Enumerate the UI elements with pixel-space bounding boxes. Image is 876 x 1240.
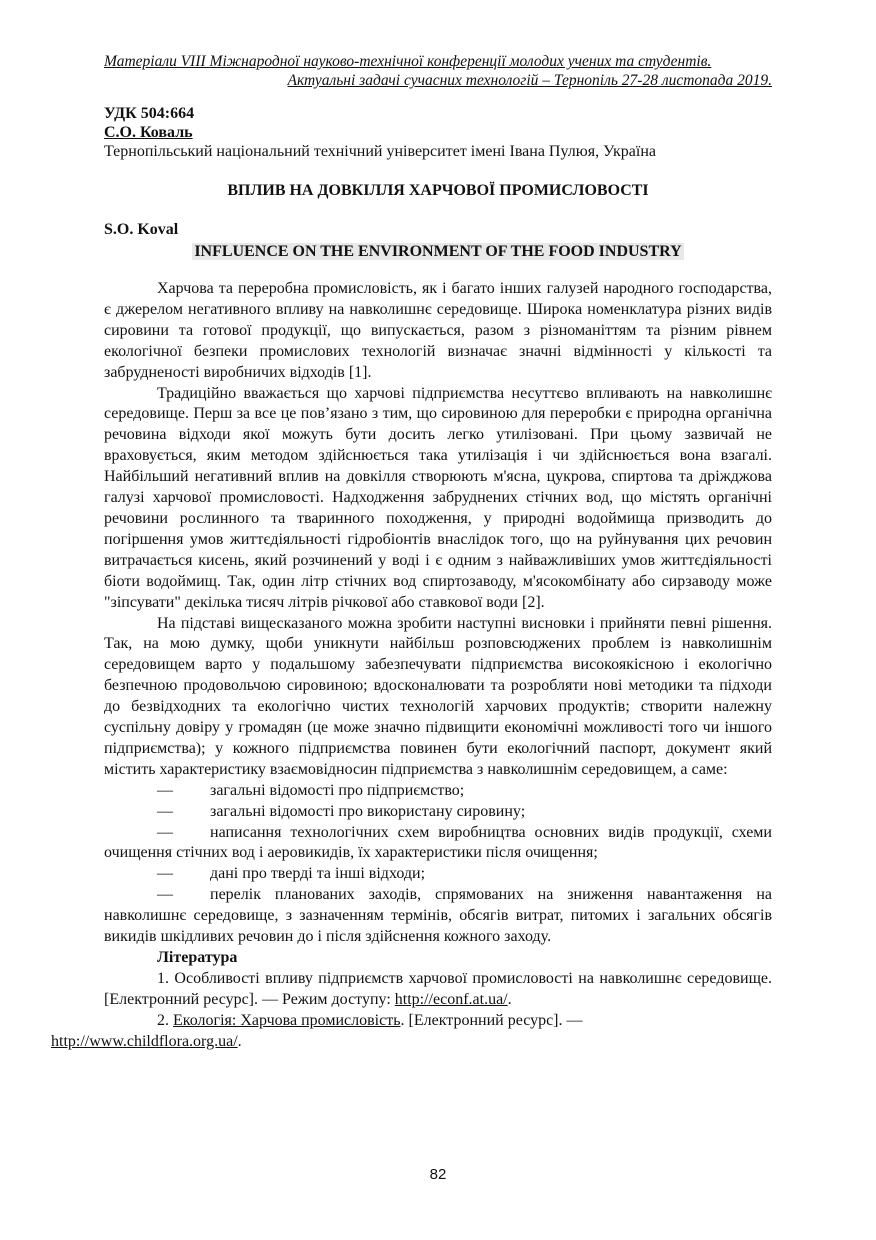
reference-1-link[interactable]: http://econf.at.ua/ — [394, 990, 508, 1008]
conference-header-line2: Актуальні задачі сучасних технологій – Тернопіль 27-28 листопада 2019. — [287, 72, 772, 89]
paper-page — [51, 52, 772, 1053]
list-item: — загальні відомості про використану сировину; — [104, 802, 772, 823]
list-item: — написання технологічних схем виробництва основних видів продукції, схеми очищення стічних вод і аеровикидів, їх характеристики після очищення; — [104, 823, 772, 862]
title-en: INFLUENCE ON THE ENVIRONMENT OF THE FOOD INDUSTRY — [194, 243, 682, 260]
page-number: 82 — [429, 1166, 447, 1183]
list-item: — дані про тверді та інші відходи; — [104, 864, 772, 885]
article-body — [51, 279, 772, 1053]
list-dash: — — [157, 823, 173, 841]
article-meta — [104, 104, 772, 161]
author-en: S.O. Koval — [104, 221, 179, 238]
list-dash: — — [157, 886, 173, 904]
reference-2: 2. Екологія: Харчова промисловість. [Електронний ресурс]. — http://www.childflora.org.ua/. — [51, 1011, 583, 1050]
author-ua: С.О. Коваль — [104, 124, 193, 141]
references-heading: Література — [157, 949, 238, 966]
reference-2-title-link[interactable]: Екологія: Харчова промисловість — [173, 1011, 401, 1029]
paragraph-3: На підставі вищесказаного можна зробити наступні висновки і прийняти певні рішення. Так, на мою думку, щоби уникнути найбільш розповсюджених проблем із навколишнім середовищем варто у подальшому забезпечувати підприємства високоякісною і екологічно безпечною продовольчою сировиною; вдосконалювати та розробляти нові методики та підходи до безвідходних та екологічно чистих технологій харчових продуктів; створити належну суспільну довіру у громадян (це може значно підвищити економічні можливості того чи іншого підприємства); у кожного підприємства повинен бути екологічний паспорт, документ який містить характеристику взаємовідносин підприємства з навколишнім середовищем, а саме: — [104, 614, 772, 778]
affiliation: Тернопільський національний технічний університет імені Івана Пулюя, Україна — [104, 143, 656, 160]
passport-contents-list — [104, 781, 772, 948]
references — [51, 948, 772, 1053]
list-dash: — — [157, 781, 173, 799]
udk-code: УДК 504:664 — [104, 105, 195, 122]
title-ua: ВПЛИВ НА ДОВКІЛЛЯ ХАРЧОВОЇ ПРОМИСЛОВОСТІ — [227, 182, 649, 199]
list-dash: — — [157, 865, 173, 883]
paragraph-2: Традиційно вважається що харчові підприємства несуттєво впливають на навколишнє середовище. Перш за все це пов’язано з тим, що сировиною для переробки є природна органічна речовина відходи якої можуть бути досить легко утилізовані. При цьому зазвичай не враховується, яким методом здійснюється така утилізація і чи здійснюється вона взагалі. Найбільший негативний вплив на довкілля створюють м'ясна, цукрова, спиртова та дріжджова галузі харчової промисловості. Надходження забруднених стічних вод, що містять органічні речовини рослинного та тваринного походження, у природні водоймища призводить до погіршення умов життєдіяльності гідробіонтів внаслідок того, що на руйнування цих речовин витрачається кисень, який розчинений у воді і є одним з найважливіших умов життєдіяльності біоти водоймищ. Так, один літр стічних вод спиртозаводу, м'ясокомбінату або сирзаводу може "зіпсувати" декілька тисяч літрів річкової або ставкової води [2]. — [104, 384, 772, 611]
title-en-wrap — [104, 241, 772, 262]
conference-header-line1: Матеріали VIII Міжнародної науково-технічної конференції молодих учених та студентів. — [104, 53, 712, 70]
list-item: — перелік планованих заходів, спрямованих на зниження навантаження на навколишнє середовище, з зазначенням термінів, обсягів витрат, питомих і загальних обсягів викидів шкідливих речовин до і після здійснення кожного заходу. — [104, 886, 772, 946]
list-item: — загальні відомості про підприємство; — [104, 781, 772, 802]
reference-1: 1. Особливості впливу підприємств харчової промисловості на навколишнє середовище. [Електронний ресурс]. — Режим доступу: http://econf.at.ua/. — [104, 969, 772, 1008]
list-dash: — — [157, 802, 173, 820]
paragraph-1: Харчова та переробна промисловість, як і багато інших галузей народного господарства, є джерелом негативного впливу на навколишнє середовище. Широка номенклатура різних видів сировини та готової продукції, що випускається, разом з різноманіттям та різним рівнем екологічної безпеки промислових технологій визначає значні відмінності у кількості та забрудненості виробничих відходів [1]. — [104, 280, 772, 381]
reference-2-link[interactable]: http://www.childflora.org.ua/ — [51, 1032, 238, 1050]
